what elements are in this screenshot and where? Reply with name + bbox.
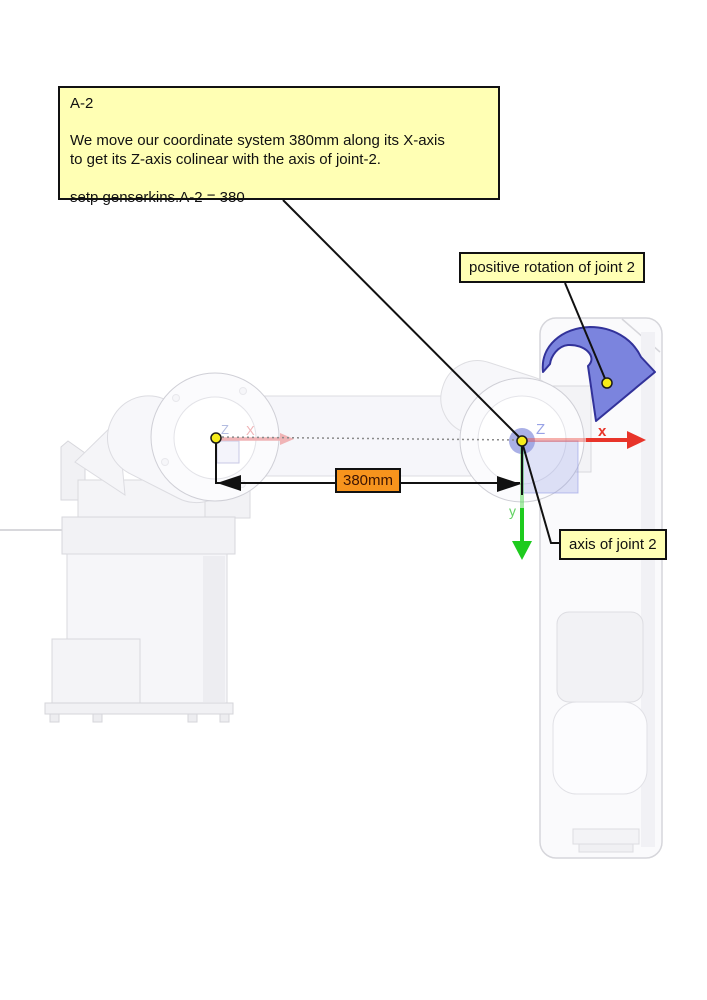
y-axis-label: y bbox=[509, 503, 516, 519]
a2-note-command: setp genserkins.A-2 = 380 bbox=[70, 188, 245, 206]
rotation-arrow-marker bbox=[602, 378, 612, 388]
z-axis-label: Z bbox=[536, 421, 546, 438]
dimension-380mm-label: 380mm bbox=[335, 468, 401, 493]
base-cylinder-shade bbox=[203, 556, 225, 702]
a2-note-body-line2: to get its Z-axis colinear with the axis of joint-2. bbox=[70, 151, 381, 169]
base-foot bbox=[93, 714, 102, 722]
joint1-bolt bbox=[162, 459, 169, 466]
a2-note-title: A-2 bbox=[70, 95, 94, 112]
arm-bottom-flange bbox=[573, 829, 639, 844]
arm-lower-pocket bbox=[553, 702, 647, 794]
base-foot bbox=[50, 714, 59, 722]
joint1-origin-marker bbox=[211, 433, 221, 443]
joint1-bolt bbox=[173, 395, 180, 402]
a2-note-body-line1: We move our coordinate system 380mm along its X-axis bbox=[70, 132, 445, 150]
base-plate bbox=[45, 703, 233, 714]
arm-upper-pocket bbox=[557, 612, 643, 702]
faded-x-axis-label: X bbox=[246, 423, 255, 438]
joint1-bolt bbox=[240, 388, 247, 395]
spacer bbox=[70, 170, 488, 188]
faded-z-square bbox=[217, 441, 239, 463]
axis-of-joint2-label: axis of joint 2 bbox=[559, 529, 667, 560]
a2-note-body bbox=[70, 131, 488, 169]
y-axis-arrowhead bbox=[512, 541, 532, 560]
base-collar bbox=[62, 517, 235, 554]
a2-note-callout bbox=[58, 86, 500, 206]
joint2-origin-marker bbox=[517, 436, 527, 446]
spacer bbox=[70, 113, 488, 131]
x-axis-label: x bbox=[598, 423, 607, 440]
faded-z-axis-label: Z bbox=[221, 422, 229, 437]
arm-bottom-cap bbox=[579, 844, 633, 852]
base-side-box bbox=[52, 639, 140, 705]
base-foot bbox=[220, 714, 229, 722]
positive-rotation-label: positive rotation of joint 2 bbox=[459, 252, 645, 283]
base-foot bbox=[188, 714, 197, 722]
